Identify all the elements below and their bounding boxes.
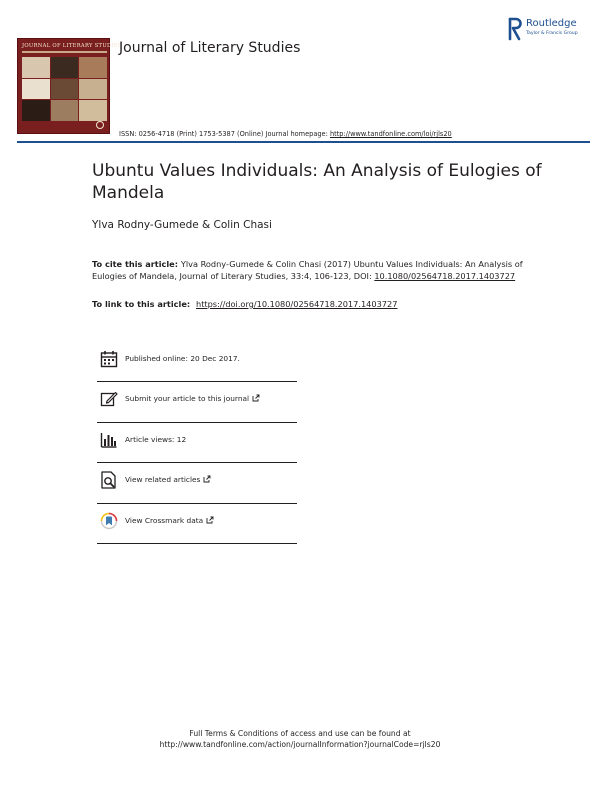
- edit-icon: [100, 390, 118, 408]
- article-info-list: [97, 342, 297, 544]
- issn-line: [119, 130, 589, 138]
- published-online-row: [97, 342, 297, 382]
- external-link-icon: [206, 516, 214, 524]
- submit-article-text: [125, 394, 260, 403]
- header-divider: [17, 141, 590, 143]
- bar-chart-icon: [100, 431, 118, 449]
- cover-tile: [51, 100, 79, 121]
- cover-divider: [22, 51, 107, 53]
- external-link-icon: [252, 394, 260, 402]
- search-icon: [100, 471, 118, 489]
- publisher-name: Routledge: [526, 18, 577, 29]
- citation-block: [92, 258, 532, 282]
- article-link-line: [92, 299, 532, 309]
- cover-tile: [51, 79, 79, 100]
- article-views-text: Article views: 12: [125, 434, 187, 444]
- cover-tile: [51, 57, 79, 78]
- publisher-tagline: Taylor & Francis Group: [526, 31, 578, 36]
- footer: [100, 728, 500, 750]
- citation-label: To cite this article:: [92, 259, 181, 269]
- footer-terms-text: Full Terms & Conditions of access and use can be found at: [189, 729, 411, 738]
- submit-article-label: Submit your article to this journal: [125, 394, 250, 404]
- cover-mosaic: [22, 57, 107, 121]
- calendar-icon: [100, 350, 118, 368]
- crossmark-text: [125, 516, 214, 525]
- cover-tile: [79, 57, 107, 78]
- cover-tile: [79, 79, 107, 100]
- cover-tile: [22, 57, 50, 78]
- issn-text: ISSN: 0256-4718 (Print) 1753-5387 (Online) Journal homepage:: [119, 130, 330, 138]
- crossmark-icon: [100, 512, 118, 530]
- routledge-logo: [508, 17, 588, 45]
- article-link-label: To link to this article:: [92, 299, 193, 309]
- article-title: Ubuntu Values Individuals: An Analysis of Eulogies of Mandela: [92, 161, 542, 203]
- external-link-icon: [203, 475, 211, 483]
- related-articles-row[interactable]: [97, 463, 297, 503]
- citation-doi-link[interactable]: 10.1080/02564718.2017.1403727: [374, 271, 516, 281]
- published-online-text: Published online: 20 Dec 2017.: [125, 354, 240, 363]
- article-authors: Ylva Rodny-Gumede & Colin Chasi: [92, 219, 272, 231]
- cover-tile: [22, 100, 50, 121]
- cover-tile: [79, 100, 107, 121]
- cover-publisher-logo-icon: [96, 121, 104, 129]
- submit-article-row[interactable]: [97, 382, 297, 422]
- crossmark-row[interactable]: [97, 504, 297, 544]
- related-articles-text: [125, 475, 211, 484]
- journal-title[interactable]: Journal of Literary Studies: [119, 40, 301, 56]
- article-doi-url-link[interactable]: https://doi.org/10.1080/02564718.2017.1403727: [196, 299, 398, 309]
- related-articles-label: View related articles: [125, 475, 201, 485]
- crossmark-label: View Crossmark data: [125, 515, 204, 525]
- cover-title: JOURNAL OF LITERARY STUDIES: [22, 43, 122, 49]
- routledge-logo-icon: [508, 17, 523, 41]
- journal-cover-image: [17, 38, 122, 134]
- journal-homepage-link[interactable]: http://www.tandfonline.com/loi/rjls20: [329, 130, 452, 138]
- citation-text: Ylva Rodny-Gumede & Colin Chasi (2017) Ubuntu Values Individuals: An Analysis of Eulogies of Mandela, Journal of Literary Studies, 33:4, 106-123, DOI:: [92, 259, 523, 281]
- footer-terms-url[interactable]: http://www.tandfonline.com/action/journalInformation?journalCode=rjls20: [159, 740, 441, 749]
- article-views-row: [97, 423, 297, 463]
- cover-tile: [22, 79, 50, 100]
